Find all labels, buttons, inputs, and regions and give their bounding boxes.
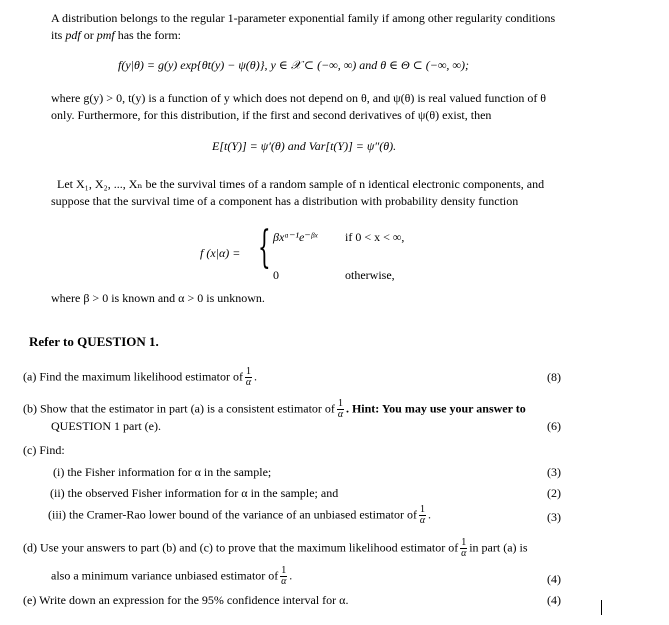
setup-line-1: Let X₁, X₂, ..., Xₙ be the survival times of a random sample of n identical electronic components, and: [57, 177, 545, 191]
known-unknown-line: where β > 0 is known and α > 0 is unknown.: [51, 291, 265, 305]
question-c-ii: (ii) the observed Fisher information for α in the sample; and: [50, 486, 339, 500]
fraction-one-over-alpha: $\frac{1}{\alpha}$: [419, 504, 426, 526]
fraction-one-over-alpha: $\frac{1}{\alpha}$: [281, 565, 287, 587]
fraction-one-over-alpha: $\frac{1}{\alpha}$: [245, 366, 252, 388]
question-c-i: (i) the Fisher information for α in the sample;: [53, 465, 272, 479]
case-2-expression: 0: [273, 268, 279, 282]
fraction-one-over-alpha: $\frac{1}{\alpha}$: [337, 398, 344, 420]
moments-formula: E[t(Y)] = ψ′(θ) and Var[t(Y)] = ψ″(θ).: [212, 139, 397, 153]
question-d-line-2: also a minimum variance unbiased estimator of $\frac{1}{\alpha}$ .: [51, 565, 293, 587]
question-e-marks: (4): [547, 593, 561, 607]
case-2-condition: otherwise,: [345, 268, 395, 282]
question-b-marks: (6): [547, 419, 561, 433]
question-e: (e) Write down an expression for the 95% confidence interval for α.: [23, 593, 349, 607]
question-c-i-marks: (3): [547, 465, 561, 479]
where-line-1: where g(y) > 0, t(y) is a function of y which does not depend on θ, and ψ(θ) is real valued function of θ: [51, 91, 547, 105]
case-1-expression: βxᵅ⁻¹e⁻ᵝˣ: [273, 230, 318, 244]
question-a-marks: (8): [547, 370, 561, 384]
question-c-ii-marks: (2): [547, 486, 561, 500]
refer-heading: Refer to QUESTION 1.: [29, 334, 159, 349]
case-1-condition: if 0 < x < ∞,: [345, 230, 405, 244]
setup-line-2: suppose that the survival time of a component has a distribution with probability density function: [51, 194, 519, 208]
case-brace: {: [258, 222, 271, 273]
question-b: (b) Show that the estimator in part (a) is a consistent estimator of $\frac{1}{\alpha}$ . Hint: You may use your answer to: [23, 398, 526, 420]
pdf-lhs: f (x|α) =: [200, 246, 241, 260]
question-c-iii-marks: (3): [547, 510, 561, 524]
question-c-iii: (iii) the Cramer-Rao lower bound of the variance of an unbiased estimator of $\frac{1}{\alpha}$ .: [48, 504, 431, 526]
fraction-one-over-alpha: $\frac{1}{\alpha}$: [461, 537, 467, 559]
question-a: (a) Find the maximum likelihood estimator of $\frac{1}{\alpha}$ .: [23, 366, 257, 388]
exp-family-formula: f(y|θ) = g(y) exp{θt(y) − ψ(θ)}, y ∈ 𝒳 ⊂ (−∞, ∞) and θ ∈ Θ ⊂ (−∞, ∞);: [118, 58, 469, 72]
text-cursor: [601, 600, 602, 615]
question-c: (c) Find:: [23, 443, 65, 457]
question-d: (d) Use your answers to part (b) and (c) to prove that the maximum likelihood estimator of $\frac{1}{\alpha}$ in part (a) is: [23, 537, 528, 559]
where-line-2: only. Furthermore, for this distribution, if the first and second derivatives of ψ(θ) exist, then: [51, 108, 492, 122]
intro-line-1: A distribution belongs to the regular 1-parameter exponential family if among other regularity conditions: [51, 11, 556, 25]
intro-line-2: its pdf or pmf has the form:: [51, 28, 182, 42]
question-d-marks: (4): [547, 572, 561, 586]
question-b-line-2: QUESTION 1 part (e).: [51, 419, 161, 433]
